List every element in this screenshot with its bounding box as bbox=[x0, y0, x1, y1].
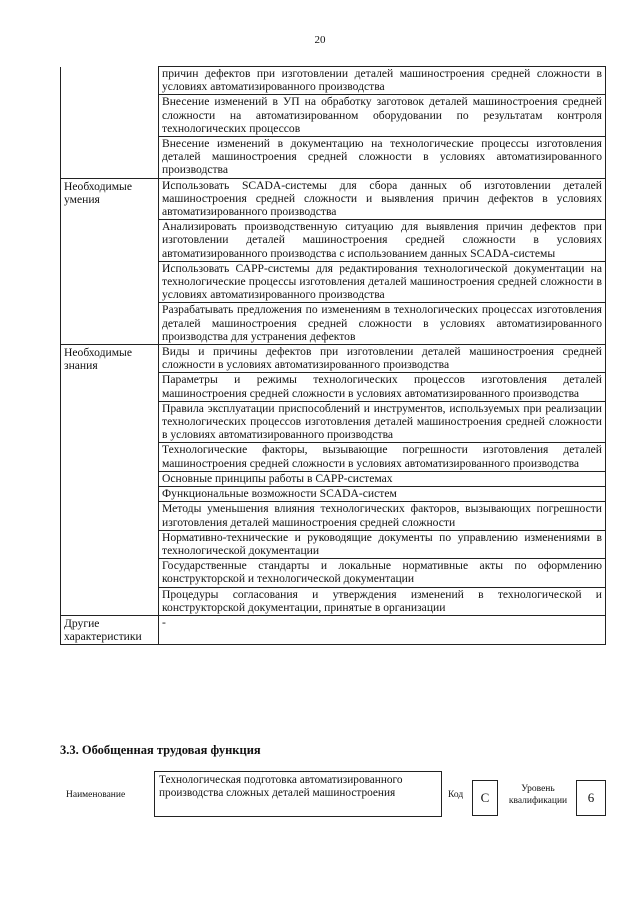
empty-label-cell bbox=[61, 67, 159, 179]
knowledge-item: Параметры и режимы технологических процессов изготовления деталей машиностроения средней сложности в условиях автоматизированного производства bbox=[159, 373, 606, 401]
generalized-function-row bbox=[60, 771, 606, 819]
knowledge-item: Государственные стандарты и локальные нормативные акты по оформлению конструкторской и технологической документации bbox=[159, 559, 606, 587]
name-value: Технологическая подготовка автоматизированного производства сложных деталей машиностроения bbox=[154, 771, 442, 817]
section-heading: 3.3. Обобщенная трудовая функция bbox=[60, 743, 261, 757]
knowledge-item: Виды и причины дефектов при изготовлении деталей машиностроения средней сложности в условиях автоматизированного производства bbox=[159, 345, 606, 373]
action-item: причин дефектов при изготовлении деталей машиностроения средней сложности в условиях автоматизированного производства bbox=[159, 67, 606, 95]
table-row bbox=[61, 67, 606, 95]
code-value: C bbox=[472, 780, 498, 816]
action-item: Внесение изменений в УП на обработку заготовок деталей машиностроения средней сложности на автоматизированном оборудовании по результатам контроля технологических процессов bbox=[159, 95, 606, 137]
knowledge-item: Методы уменьшения влияния технологических факторов, вызывающих погрешности изготовления деталей машиностроения средней сложности bbox=[159, 502, 606, 530]
knowledge-item: Функциональные возможности SCADA-систем bbox=[159, 487, 606, 502]
other-label: Другие характеристики bbox=[61, 615, 159, 644]
skill-item: Разрабатывать предложения по изменениям в технологических процессах изготовления деталей машиностроения средней сложности в условиях автоматизированного производства для устранения дефектов bbox=[159, 303, 606, 345]
page-number: 20 bbox=[314, 34, 326, 46]
knowledge-item: Процедуры согласования и утверждения изменений в технологической и конструкторской документации, принятые в организации bbox=[159, 587, 606, 615]
skill-item: Использовать САРР-системы для редактирования технологической документации на технологические процессы изготовления деталей машиностроения средней сложности в условиях автоматизированного производства bbox=[159, 261, 606, 303]
code-label: Код bbox=[448, 790, 464, 800]
knowledge-item: Нормативно-технические и руководящие документы по управлению изменениями в технологической документации bbox=[159, 530, 606, 558]
skill-item: Использовать SCADA-системы для сбора данных об изготовлении деталей машиностроения средней сложности и выявления причин дефектов в условиях автоматизированного производства bbox=[159, 178, 606, 220]
level-label: Уровень квалификации bbox=[508, 784, 568, 806]
table-row bbox=[61, 345, 606, 373]
table-row bbox=[61, 615, 606, 644]
labor-function-table bbox=[60, 66, 606, 645]
knowledge-item: Технологические факторы, вызывающие погрешности изготовления деталей машиностроения средней сложности в условиях автоматизированного производства bbox=[159, 443, 606, 471]
action-item: Внесение изменений в документацию на технологические процессы изготовления деталей машиностроения средней сложности в условиях автоматизированного производства bbox=[159, 137, 606, 179]
skills-label: Необходимые умения bbox=[61, 178, 159, 344]
skill-item: Анализировать производственную ситуацию для выявления причин дефектов при изготовлении деталей машиностроения средней сложности в условиях автоматизированного производства с использованием данных SCADA-системы bbox=[159, 220, 606, 262]
table-row bbox=[61, 178, 606, 220]
level-value: 6 bbox=[576, 780, 606, 816]
knowledge-item: Основные принципы работы в САРР-системах bbox=[159, 471, 606, 486]
name-label: Наименование bbox=[66, 790, 126, 800]
knowledge-item: Правила эксплуатации приспособлений и инструментов, используемых при реализации технологических процессов изготовления деталей машиностроения средней сложности в условиях автоматизированного производства bbox=[159, 401, 606, 443]
knowledge-label: Необходимые знания bbox=[61, 345, 159, 616]
other-value: - bbox=[159, 615, 606, 644]
